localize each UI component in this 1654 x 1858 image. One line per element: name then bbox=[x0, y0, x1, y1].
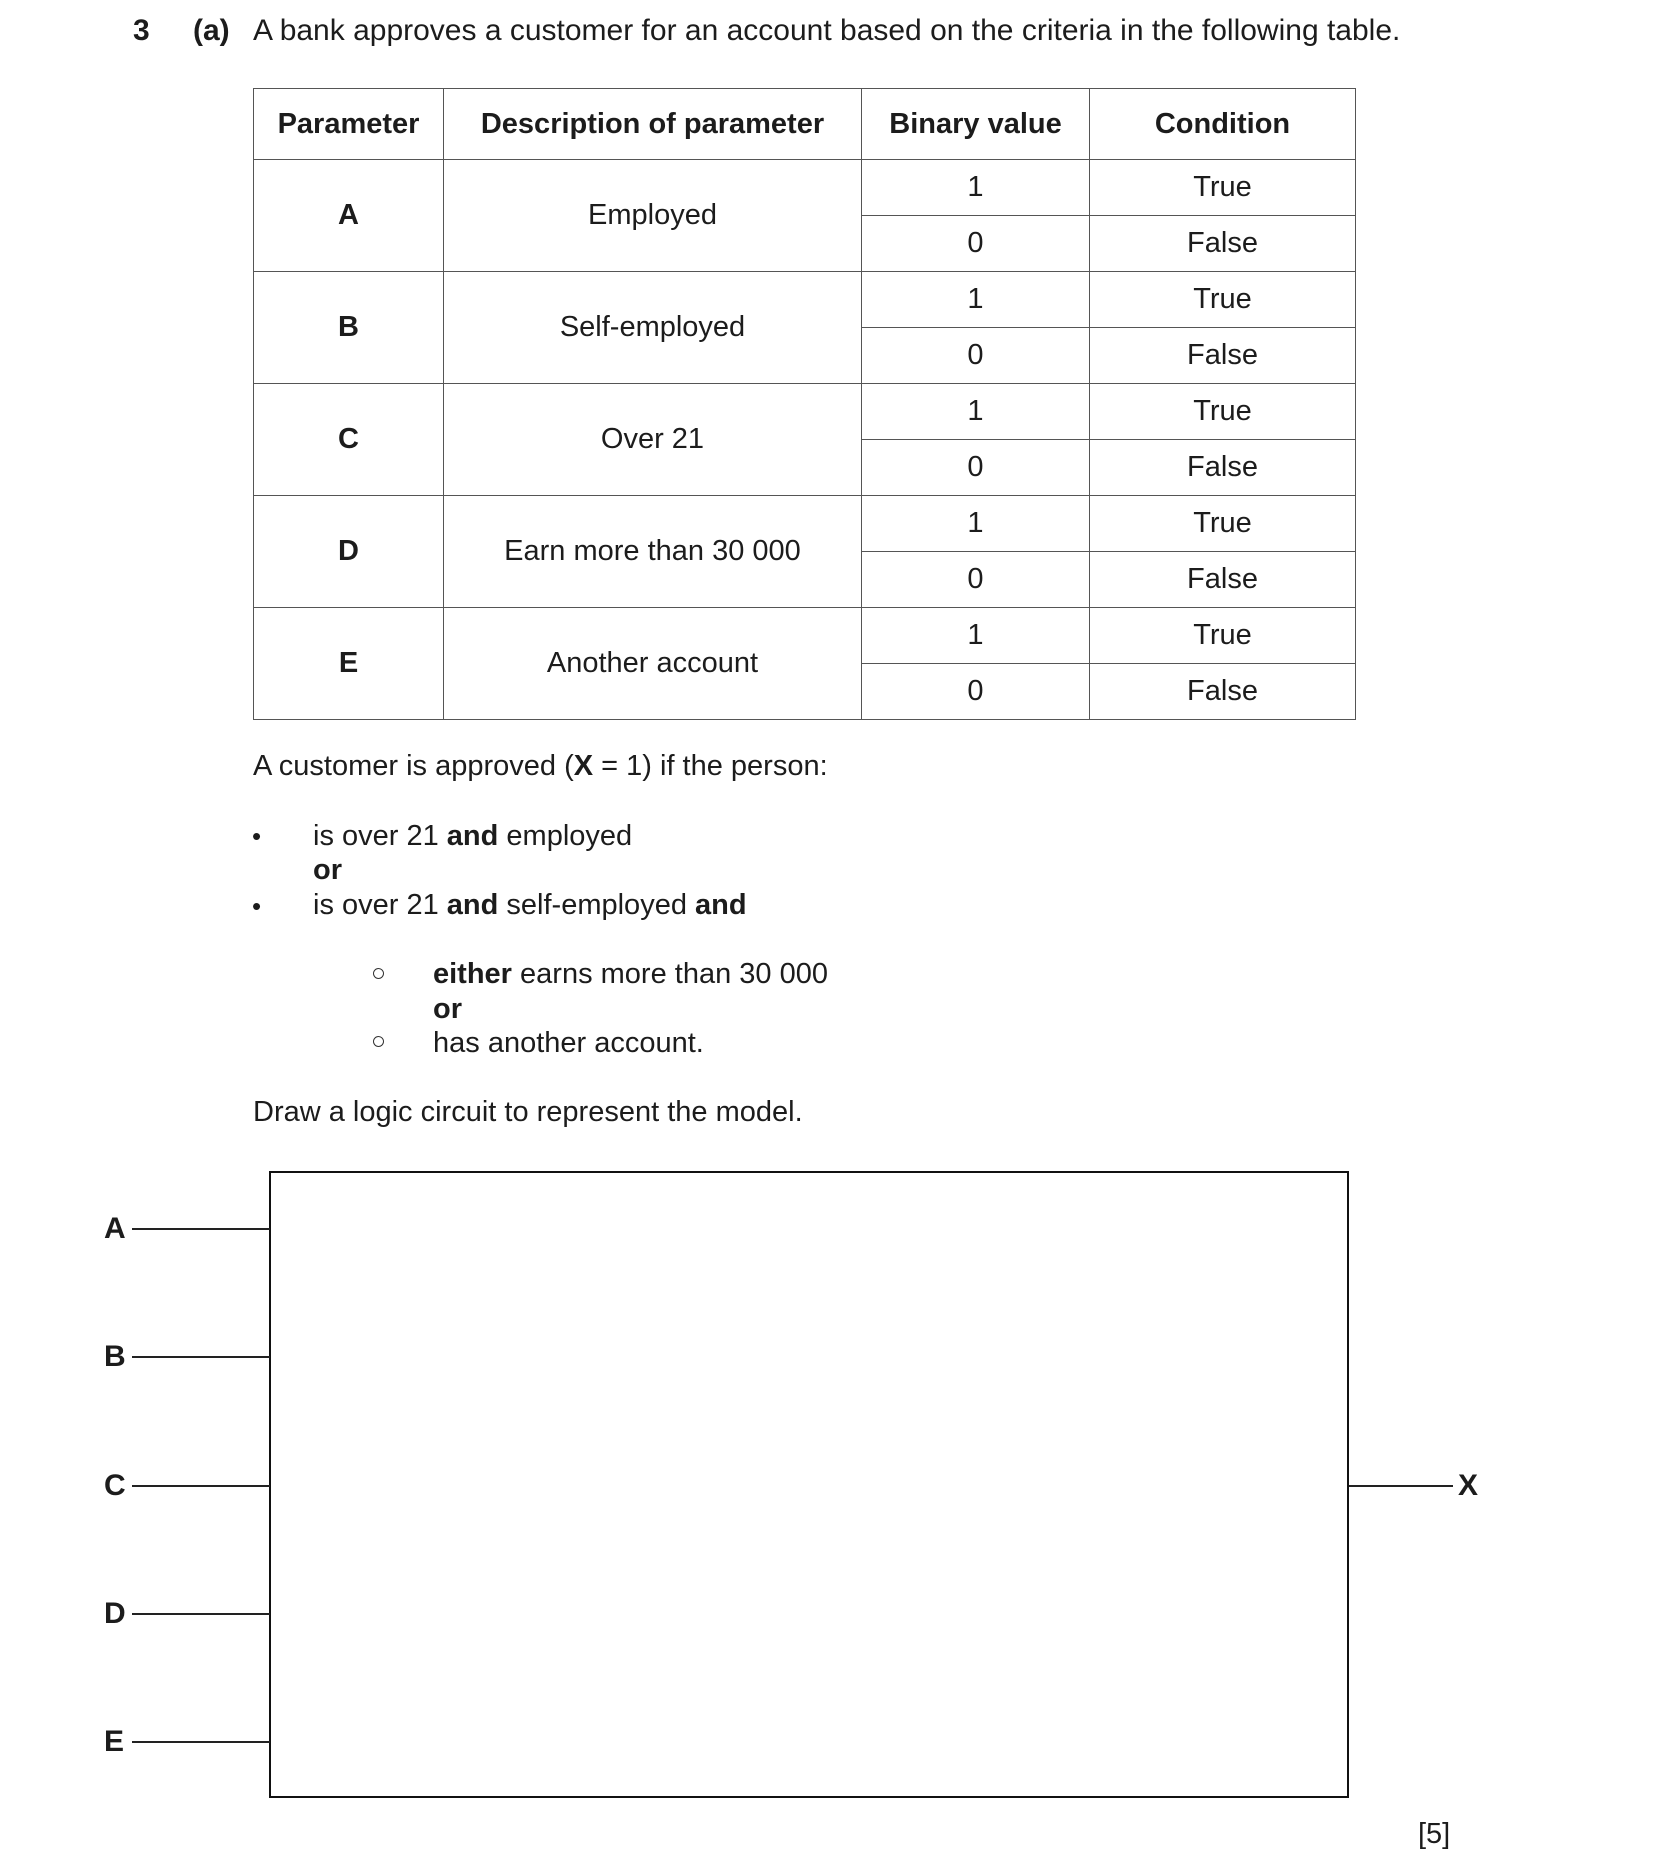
binary-value-cell: 1 bbox=[862, 160, 1090, 216]
criterion-1 bbox=[313, 820, 632, 853]
condition-cell: False bbox=[1090, 440, 1356, 496]
criterion-2 bbox=[313, 889, 747, 922]
table-row bbox=[254, 384, 1356, 440]
criterion-1-pre: is over 21 bbox=[313, 820, 447, 852]
marks-allocation: [5] bbox=[1418, 1818, 1451, 1850]
condition-cell: True bbox=[1090, 160, 1356, 216]
input-wire-d bbox=[132, 1613, 270, 1615]
sub-criterion-1-either: either bbox=[433, 958, 512, 990]
approval-lead-text-end: = 1) if the person: bbox=[593, 750, 828, 782]
criterion-1-post: employed bbox=[498, 820, 633, 852]
param-cell: D bbox=[254, 496, 444, 608]
table-header-row bbox=[254, 89, 1356, 160]
criterion-2-pre: is over 21 bbox=[313, 889, 447, 921]
header-parameter: Parameter bbox=[254, 89, 444, 160]
sub-criterion-or: or bbox=[433, 993, 462, 1025]
input-wire-a bbox=[132, 1228, 270, 1230]
instruction-text: Draw a logic circuit to represent the model. bbox=[253, 1096, 803, 1128]
param-cell: E bbox=[254, 608, 444, 720]
input-label-e: E bbox=[104, 1725, 125, 1758]
approval-lead-x: X bbox=[573, 750, 594, 782]
sub-criterion-1-post: earns more than 30 000 bbox=[511, 958, 828, 990]
binary-value-cell: 1 bbox=[862, 272, 1090, 328]
condition-cell: True bbox=[1090, 272, 1356, 328]
binary-value-cell: 1 bbox=[862, 608, 1090, 664]
table-row bbox=[254, 272, 1356, 328]
description-cell: Over 21 bbox=[444, 384, 862, 496]
input-label-c: C bbox=[104, 1469, 126, 1502]
condition-cell: True bbox=[1090, 608, 1356, 664]
bullet-dot: • bbox=[252, 891, 262, 921]
param-cell: A bbox=[254, 160, 444, 272]
binary-value-cell: 1 bbox=[862, 384, 1090, 440]
table-row bbox=[254, 160, 1356, 216]
sub-bullet-circle bbox=[373, 1036, 384, 1047]
input-wire-b bbox=[132, 1356, 270, 1358]
output-label-x: X bbox=[1458, 1469, 1479, 1502]
bullet-dot: • bbox=[252, 821, 262, 851]
sub-bullet-circle bbox=[373, 968, 384, 979]
param-cell: C bbox=[254, 384, 444, 496]
criterion-2-mid: self-employed bbox=[498, 889, 696, 921]
sub-criterion-2: has another account. bbox=[433, 1027, 704, 1059]
input-label-b: B bbox=[104, 1340, 126, 1373]
binary-value-cell: 0 bbox=[862, 216, 1090, 272]
header-binary-value: Binary value bbox=[862, 89, 1090, 160]
description-cell: Earn more than 30 000 bbox=[444, 496, 862, 608]
circuit-drawing-box[interactable] bbox=[269, 1171, 1349, 1798]
criteria-table bbox=[253, 88, 1356, 720]
binary-value-cell: 0 bbox=[862, 440, 1090, 496]
condition-cell: False bbox=[1090, 328, 1356, 384]
question-part: (a) bbox=[193, 14, 230, 47]
binary-value-cell: 0 bbox=[862, 328, 1090, 384]
condition-cell: False bbox=[1090, 664, 1356, 720]
question-intro: A bank approves a customer for an account based on the criteria in the following table. bbox=[253, 14, 1401, 47]
binary-value-cell: 0 bbox=[862, 552, 1090, 608]
input-wire-e bbox=[132, 1741, 270, 1743]
input-label-a: A bbox=[104, 1212, 126, 1245]
approval-lead-text: A customer is approved ( bbox=[253, 750, 574, 782]
criterion-1-and: and bbox=[446, 820, 499, 852]
criterion-2-and: and bbox=[446, 889, 499, 921]
param-cell: B bbox=[254, 272, 444, 384]
table-row bbox=[254, 608, 1356, 664]
description-cell: Another account bbox=[444, 608, 862, 720]
criterion-2-and-2: and bbox=[695, 889, 747, 921]
condition-cell: True bbox=[1090, 496, 1356, 552]
output-wire-x bbox=[1349, 1485, 1453, 1487]
criterion-or: or bbox=[313, 854, 342, 886]
input-wire-c bbox=[132, 1485, 270, 1487]
header-description: Description of parameter bbox=[444, 89, 862, 160]
question-number: 3 bbox=[133, 14, 150, 47]
approval-lead bbox=[253, 750, 828, 783]
condition-cell: False bbox=[1090, 216, 1356, 272]
description-cell: Employed bbox=[444, 160, 862, 272]
description-cell: Self-employed bbox=[444, 272, 862, 384]
condition-cell: True bbox=[1090, 384, 1356, 440]
input-label-d: D bbox=[104, 1597, 126, 1630]
table-row bbox=[254, 496, 1356, 552]
binary-value-cell: 1 bbox=[862, 496, 1090, 552]
header-condition: Condition bbox=[1090, 89, 1356, 160]
condition-cell: False bbox=[1090, 552, 1356, 608]
sub-criterion-1 bbox=[433, 958, 828, 991]
binary-value-cell: 0 bbox=[862, 664, 1090, 720]
